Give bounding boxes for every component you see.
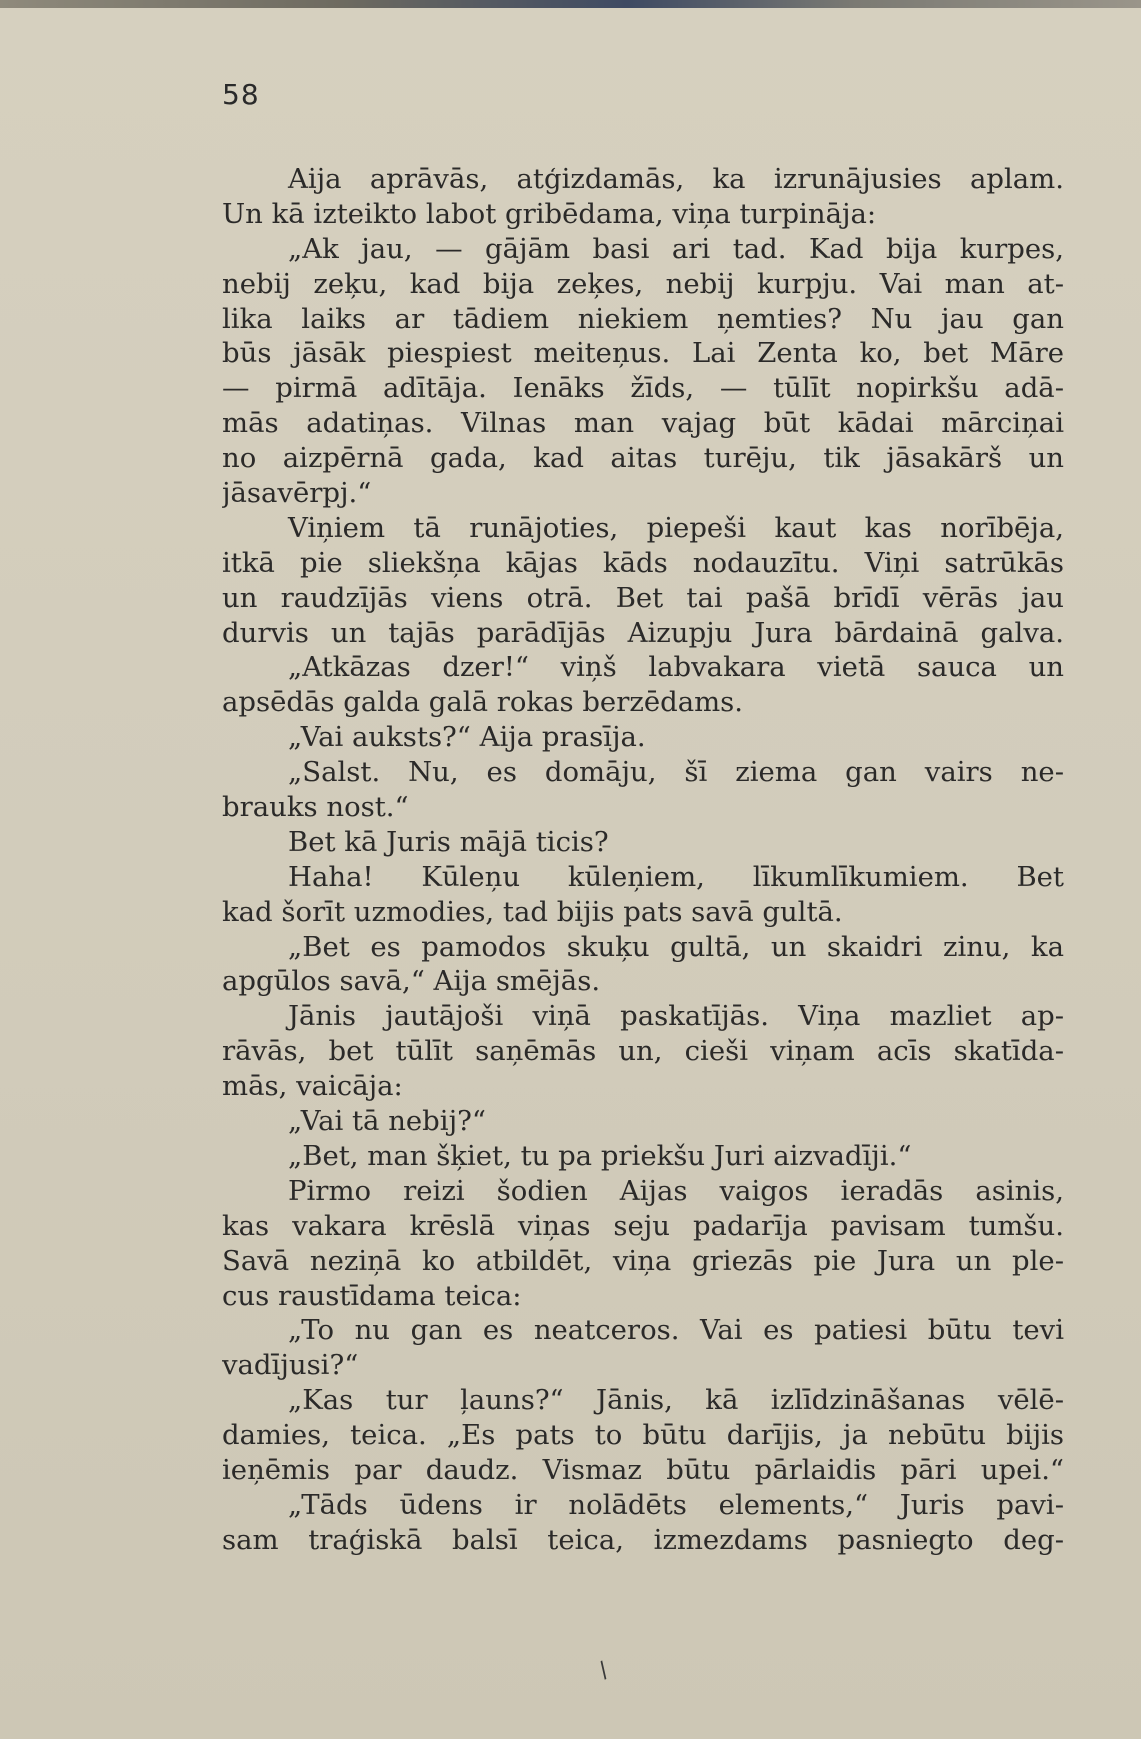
text-line: Pirmo reizi šodien Aijas vaigos ieradās asinis, [288,1174,1064,1207]
text-line: Jānis jautājoši viņā paskatījās. Viņa mazliet ap- [288,1000,1064,1033]
text-line: mās adatiņas. Vilnas man vajag būt kādai mārciņai [222,407,1064,440]
text-line: sam traģiskā balsī teica, izmezdams pasniegto deg- [222,1523,1064,1556]
page-top-edge [0,0,1141,8]
text-line: nebij zeķu, kad bija zeķes, nebij kurpju. Vai man at- [222,267,1064,300]
text-line: „Vai auksts?“ Aija prasīja. [288,721,646,754]
text-line: lika laiks ar tādiem niekiem ņemties? Nu jau gan [222,302,1064,335]
text-line: jāsavērpj.“ [222,477,372,510]
text-line: Bet kā Juris mājā ticis? [288,825,609,858]
text-line: „Vai tā nebij?“ [288,1105,486,1138]
page-text-body [222,162,1064,1558]
text-line: „Salst. Nu, es domāju, šī ziema gan vairs ne- [288,756,1064,789]
page-number: 58 [222,78,260,111]
text-line: durvis un tajās parādījās Aizupju Jura bārdainā galva. [222,616,1064,649]
text-line: „Bet, man šķiet, tu pa priekšu Juri aizvadīji.“ [288,1139,912,1172]
text-line: — pirmā adītāja. Ienāks žīds, — tūlīt nopirkšu adā- [222,372,1064,405]
text-line: itkā pie sliekšņa kājas kāds nodauzītu. Viņi satrūkās [222,546,1064,579]
text-line: kas vakara krēslā viņas seju padarīja pavisam tumšu. [222,1209,1064,1242]
text-line: mās, vaicāja: [222,1070,403,1103]
text-line: „To nu gan es neatceros. Vai es patiesi būtu tevi [288,1314,1064,1347]
text-line: apgūlos savā,“ Aija smējās. [222,965,601,998]
text-line: damies, teica. „Es pats to būtu darījis, ja nebūtu bijis [222,1419,1064,1452]
text-line: „Tāds ūdens ir nolādēts elements,“ Juris pavi- [288,1488,1064,1521]
text-line: Viņiem tā runājoties, piepeši kaut kas norībēja, [288,511,1064,544]
bottom-pencil-mark: / [594,1657,614,1684]
text-line: brauks nost.“ [222,791,409,824]
text-line: „Ak jau, — gājām basi ari tad. Kad bija kurpes, [288,232,1064,265]
text-line: un raudzījās viens otrā. Bet tai pašā brīdī vērās jau [222,581,1064,614]
text-line: būs jāsāk piespiest meiteņus. Lai Zenta ko, bet Māre [222,337,1064,370]
text-line: Un kā izteikto labot gribēdama, viņa turpināja: [222,197,877,230]
text-line: Haha! Kūleņu kūleņiem, līkumlīkumiem. Bet [288,860,1064,893]
text-line: kad šorīt uzmodies, tad bijis pats savā gultā. [222,895,843,928]
text-line: „Bet es pamodos skuķu gultā, un skaidri zinu, ka [288,930,1064,963]
text-line: apsēdās galda galā rokas berzēdams. [222,686,744,719]
text-line: rāvās, bet tūlīt saņēmās un, cieši viņam acīs skatīda- [222,1035,1064,1068]
text-line: ieņēmis par daudz. Vismaz būtu pārlaidis pāri upei.“ [222,1453,1064,1486]
text-line: cus raustīdama teica: [222,1279,522,1312]
text-line: „Atkāzas dzer!“ viņš labvakara vietā sauca un [288,651,1064,684]
text-line: no aizpērnā gada, kad aitas turēju, tik jāsakārš un [222,442,1064,475]
text-line: Savā neziņā ko atbildēt, viņa griezās pie Jura un ple- [222,1244,1064,1277]
text-line: „Kas tur ļauns?“ Jānis, kā izlīdzināšanas vēlē- [288,1384,1064,1417]
text-line: vadījusi?“ [222,1349,359,1382]
text-line: Aija aprāvās, atģizdamās, ka izrunājusies aplam. [288,163,1064,195]
